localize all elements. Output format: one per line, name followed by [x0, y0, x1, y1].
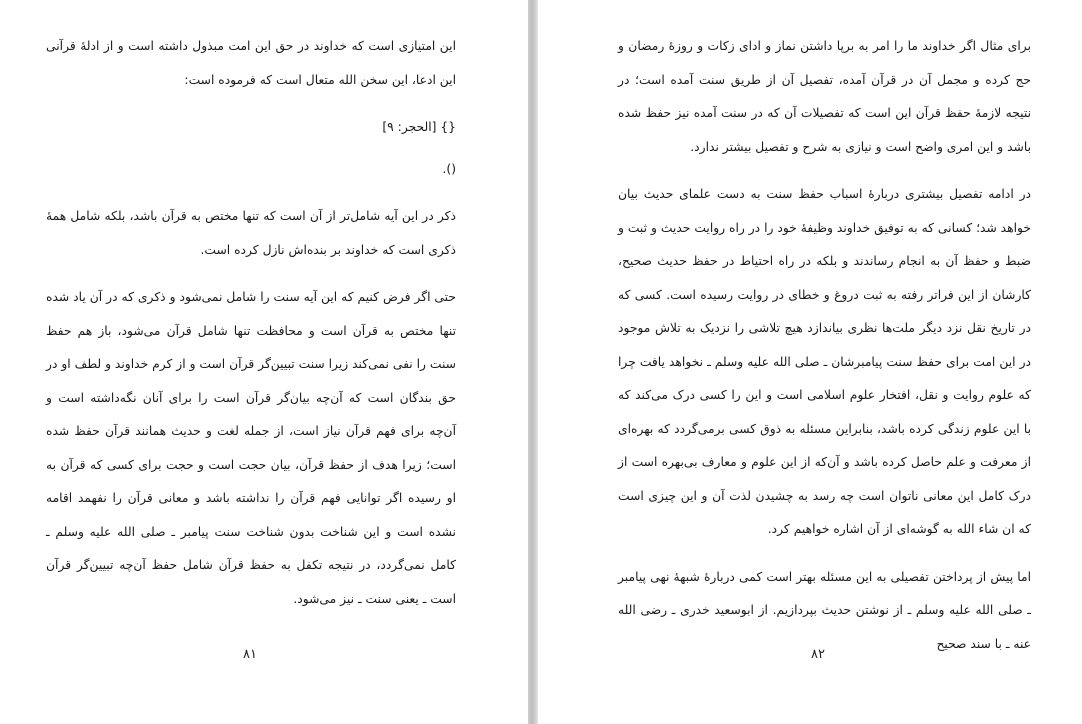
quran-verse-citation: {} [الحجر: ۹]: [382, 120, 456, 134]
paragraph: این امتیازی است که خداوند در حق این امت مبذول داشته است و از ادلهٔ قرآنی این ادعا، این سخن الله متعال است که فرموده است:: [46, 39, 456, 87]
paragraph: برای مثال اگر خداوند ما را امر به برپا داشتن نماز و ادای زکات و روزهٔ رمضان و حج کرده و مجمل آن در قرآن آمده، تفصیل آن از طریق سنت آمده است؛ در نتیجه لازمهٔ حفظ قرآن این است که تفصیلات آن که در سنت آمده نیز حفظ شده باشد و این امری واضح است و نیازی به شرح و تفصیل بیشتر ندارد.: [618, 39, 1031, 154]
paragraph: اما پیش از پرداختن تفصیلی به این مسئله بهتر است کمی دربارهٔ شبههٔ نهی پیامبر ـ صلی الله علیه وسلم ـ از نوشتن حدیث بپردازیم. از ابوسعید خدری ـ رضی الله عنه ـ با سند صحیح: [618, 569, 1031, 651]
paragraph: حتی اگر فرض کنیم که این آیه سنت را شامل نمی‌شود و ذکری که در آن یاد شده تنها مختص به قرآن است و محافظت تنها شامل قرآن می‌شود، باز هم حفظ سنت را نفی نمی‌کند زیرا سنت تبیین‌گر قرآن است و از کرم خداوند و لطف او در حق بندگان است که آن‌چه بیان‌گر قرآن است را برای آنان نگه‌داشته است و آن‌چه برای فهم قرآن نیاز است، از جمله لغت و حدیث همانند قرآن حفظ شده است؛ زیرا هدف از حفظ قرآن، بیان حجت است و حجت برای کسی که قرآن به او رسیده اگر توانایی فهم قرآن را نداشته باشد و معانی قرآن را نفهمد اقامه نشده است و این شناخت بدون شناخت سنت پیامبر ـ صلی الله علیه وسلم ـ کامل نمی‌گردد، در نتیجه تکفل به حفظ قرآن شامل حفظ آن‌چه تبیین‌گر قرآن است ـ یعنی سنت ـ نیز می‌شود.: [46, 290, 456, 606]
paragraph: در ادامه تفصیل بیشتری دربارهٔ اسباب حفظ سنت به دست علمای حدیث بیان خواهد شد؛ کسانی که به توفیق خداوند وظیفهٔ خود را در راه روایت حدیث و ثبت و ضبط و حفظ آن به انجام رساندند و بلکه در راه احتیاط در حفظ حدیث صحیح، کارشان از این فراتر رفته به ثبت دروغ و خطای در روایت رسیده است. کسی که در تاریخ نقل نزد دیگر ملت‌ها نظری بیاندازد هیچ تلاشی را نزدیک به تلاش موجود در این امت برای حفظ سنت پیامبرشان ـ صلی الله علیه وسلم ـ نخواهد یافت چرا که علوم روایت و نقل، افتخار علوم اسلامی است و این را کسی درک می‌کند که با این علوم زندگی کرده باشد، بنابراین مسئله به ذوق کسی برمی‌گردد که بهره‌ای از معرفت و علم حاصل کرده باشد و آن‌که از این علوم و معارف بی‌بهره است از درک کامل این معانی ناتوان است چه رسد به چشیدن لذت آن و این چیزی است که ان شاء الله به گوشه‌ای از آن اشاره خواهیم کرد.: [618, 187, 1031, 536]
paragraph: ذکر در این آیه شامل‌تر از آن است که تنها مختص به قرآن باشد، بلکه شامل همهٔ ذکری است که خداوند بر بنده‌اش نازل کرده است.: [46, 209, 456, 257]
page-81-text: [46, 30, 456, 630]
page-82-text: [618, 30, 1031, 675]
page-number: ۸۱: [243, 647, 257, 662]
book-spine-gutter: [528, 0, 538, 724]
page-82: [538, 0, 1082, 724]
page-number: ۸۲: [811, 647, 825, 662]
page-81: [0, 0, 528, 724]
empty-quote: ().: [442, 161, 456, 176]
